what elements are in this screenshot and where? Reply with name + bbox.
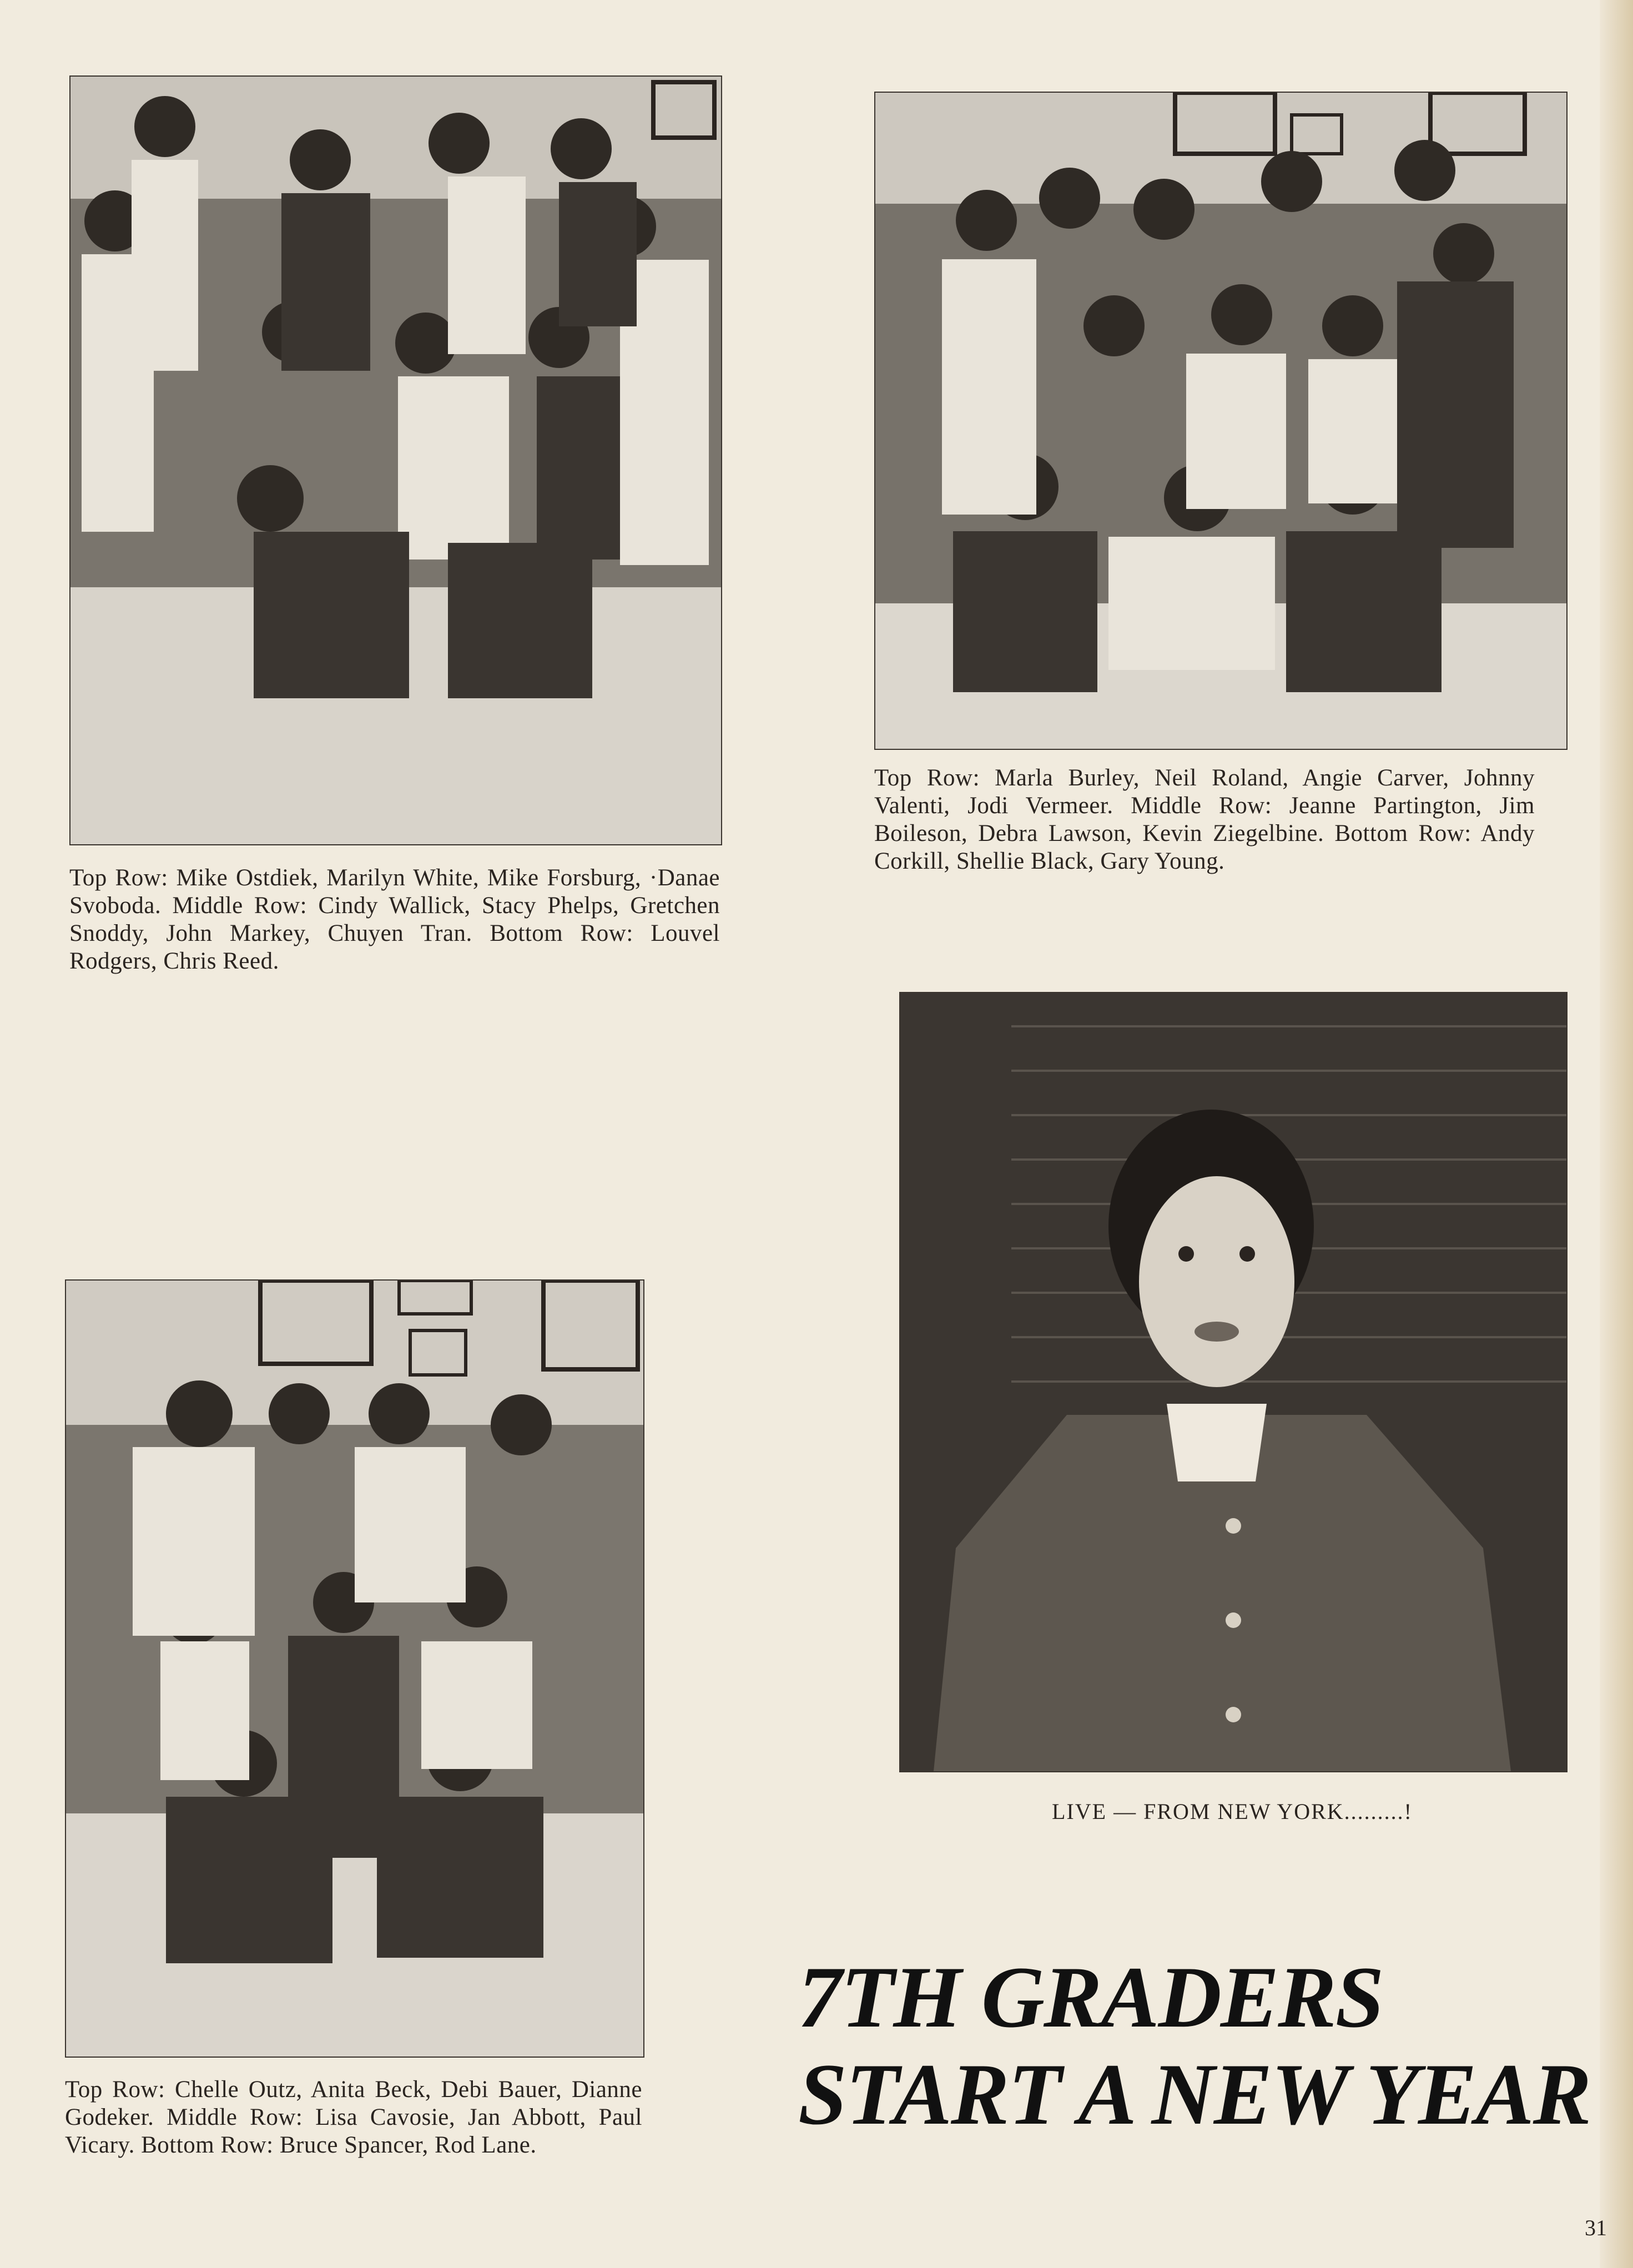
caption-bottom-left: Top Row: Chelle Outz, Anita Beck, Debi Bauer, Dianne Godeker. Middle Row: Lisa Cavosie, Jan Abbott, Paul Vicary. Bottom Row: Bruce Spancer, Rod Lane. bbox=[65, 2077, 642, 2158]
page-number: 31 bbox=[1585, 2215, 1607, 2240]
group-photo-bottom-left-image bbox=[66, 1281, 643, 2057]
group-photo-top-left bbox=[69, 75, 722, 845]
caption-top-left: Top Row: Mike Ostdiek, Marilyn White, Mike Forsburg, ·Danae Svoboda. Middle Row: Cindy Wallick, Stacy Phelps, Gretchen Snoddy, John Markey, Chuyen Tran. Bottom Row: Louvel Rodgers, Chris Reed. bbox=[69, 865, 720, 974]
group-photo-top-right bbox=[874, 92, 1568, 750]
portrait-photo bbox=[899, 992, 1568, 1772]
group-photo-bottom-left bbox=[65, 1279, 644, 2058]
page-edge bbox=[1600, 0, 1633, 2268]
caption-top-right: Top Row: Marla Burley, Neil Roland, Angie Carver, Johnny Valenti, Jodi Vermeer. Middle Row: Jeanne Partington, Jim Boileson, Debra Lawson, Kevin Ziegelbine. Bottom Row: Andy Corkill, Shellie Black, Gary Young. bbox=[874, 765, 1535, 874]
headline-line-2: START A NEW YEAR bbox=[798, 2046, 1591, 2143]
group-photo-top-right-image bbox=[875, 93, 1566, 749]
portrait-photo-image bbox=[900, 993, 1566, 1771]
caption-portrait: LIVE — FROM NEW YORK.........! bbox=[1052, 1799, 1413, 1824]
headline-line-1: 7TH GRADERS bbox=[798, 1949, 1383, 2046]
group-photo-top-left-image bbox=[70, 77, 721, 844]
